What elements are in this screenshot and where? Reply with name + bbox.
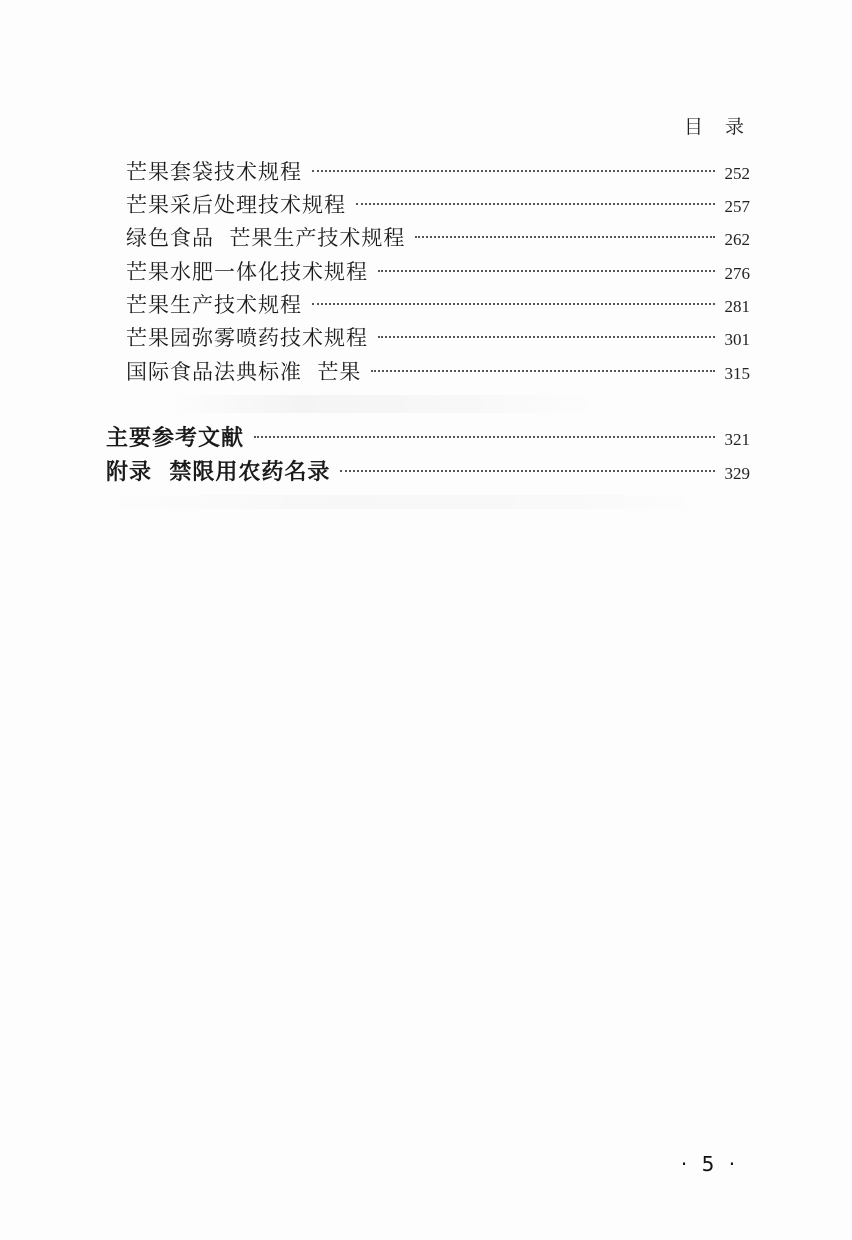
toc-entry-page: 276	[724, 264, 750, 283]
toc-entry-page: 257	[724, 197, 750, 216]
toc-entry[interactable]	[126, 357, 750, 387]
toc-entry-title: 芒果园弥雾喷药技术规程	[126, 326, 368, 350]
dot-leader	[378, 336, 715, 338]
toc-entry[interactable]	[126, 290, 750, 320]
toc-main-entry[interactable]	[106, 458, 750, 488]
toc-entry-title: 芒果水肥一体化技术规程	[126, 260, 368, 284]
page-number: · 5 ·	[680, 1152, 740, 1176]
toc-entry-title: 主要参考文献	[106, 426, 245, 451]
dot-leader	[371, 370, 714, 372]
toc-entry[interactable]	[126, 190, 750, 220]
bleed-through-shadow	[100, 495, 700, 509]
toc-entry-title: 芒果生产技术规程	[126, 293, 302, 317]
running-header: 目 录	[683, 116, 752, 138]
dot-leader	[254, 436, 714, 438]
toc-entry-title: 芒果采后处理技术规程	[126, 193, 346, 217]
toc-entry-page: 252	[724, 164, 750, 183]
toc-entry-page: 281	[724, 297, 750, 316]
dot-leader	[340, 470, 714, 472]
toc-entry-page: 301	[724, 330, 750, 349]
toc-entry-page: 321	[724, 430, 750, 449]
toc-entry-title: 绿色食品 芒果生产技术规程	[126, 226, 406, 250]
toc-entry-page: 262	[724, 230, 750, 249]
toc-entry[interactable]	[126, 323, 750, 353]
dot-leader	[312, 170, 715, 172]
toc-entry[interactable]	[126, 257, 750, 287]
toc-entry[interactable]	[126, 157, 750, 187]
toc-entry-page: 329	[724, 464, 750, 483]
dot-leader	[356, 203, 715, 205]
bleed-through-shadow	[170, 395, 600, 413]
dot-leader	[415, 236, 714, 238]
dot-leader	[312, 303, 715, 305]
toc-main-entry[interactable]	[106, 424, 750, 454]
toc-entry-title: 芒果套袋技术规程	[126, 160, 302, 184]
toc-entry-title: 国际食品法典标准 芒果	[126, 360, 362, 384]
dot-leader	[378, 270, 715, 272]
toc-entry-title: 附录 禁限用农药名录	[106, 460, 331, 485]
toc-entry-page: 315	[724, 364, 750, 383]
toc-entry[interactable]	[126, 223, 750, 253]
